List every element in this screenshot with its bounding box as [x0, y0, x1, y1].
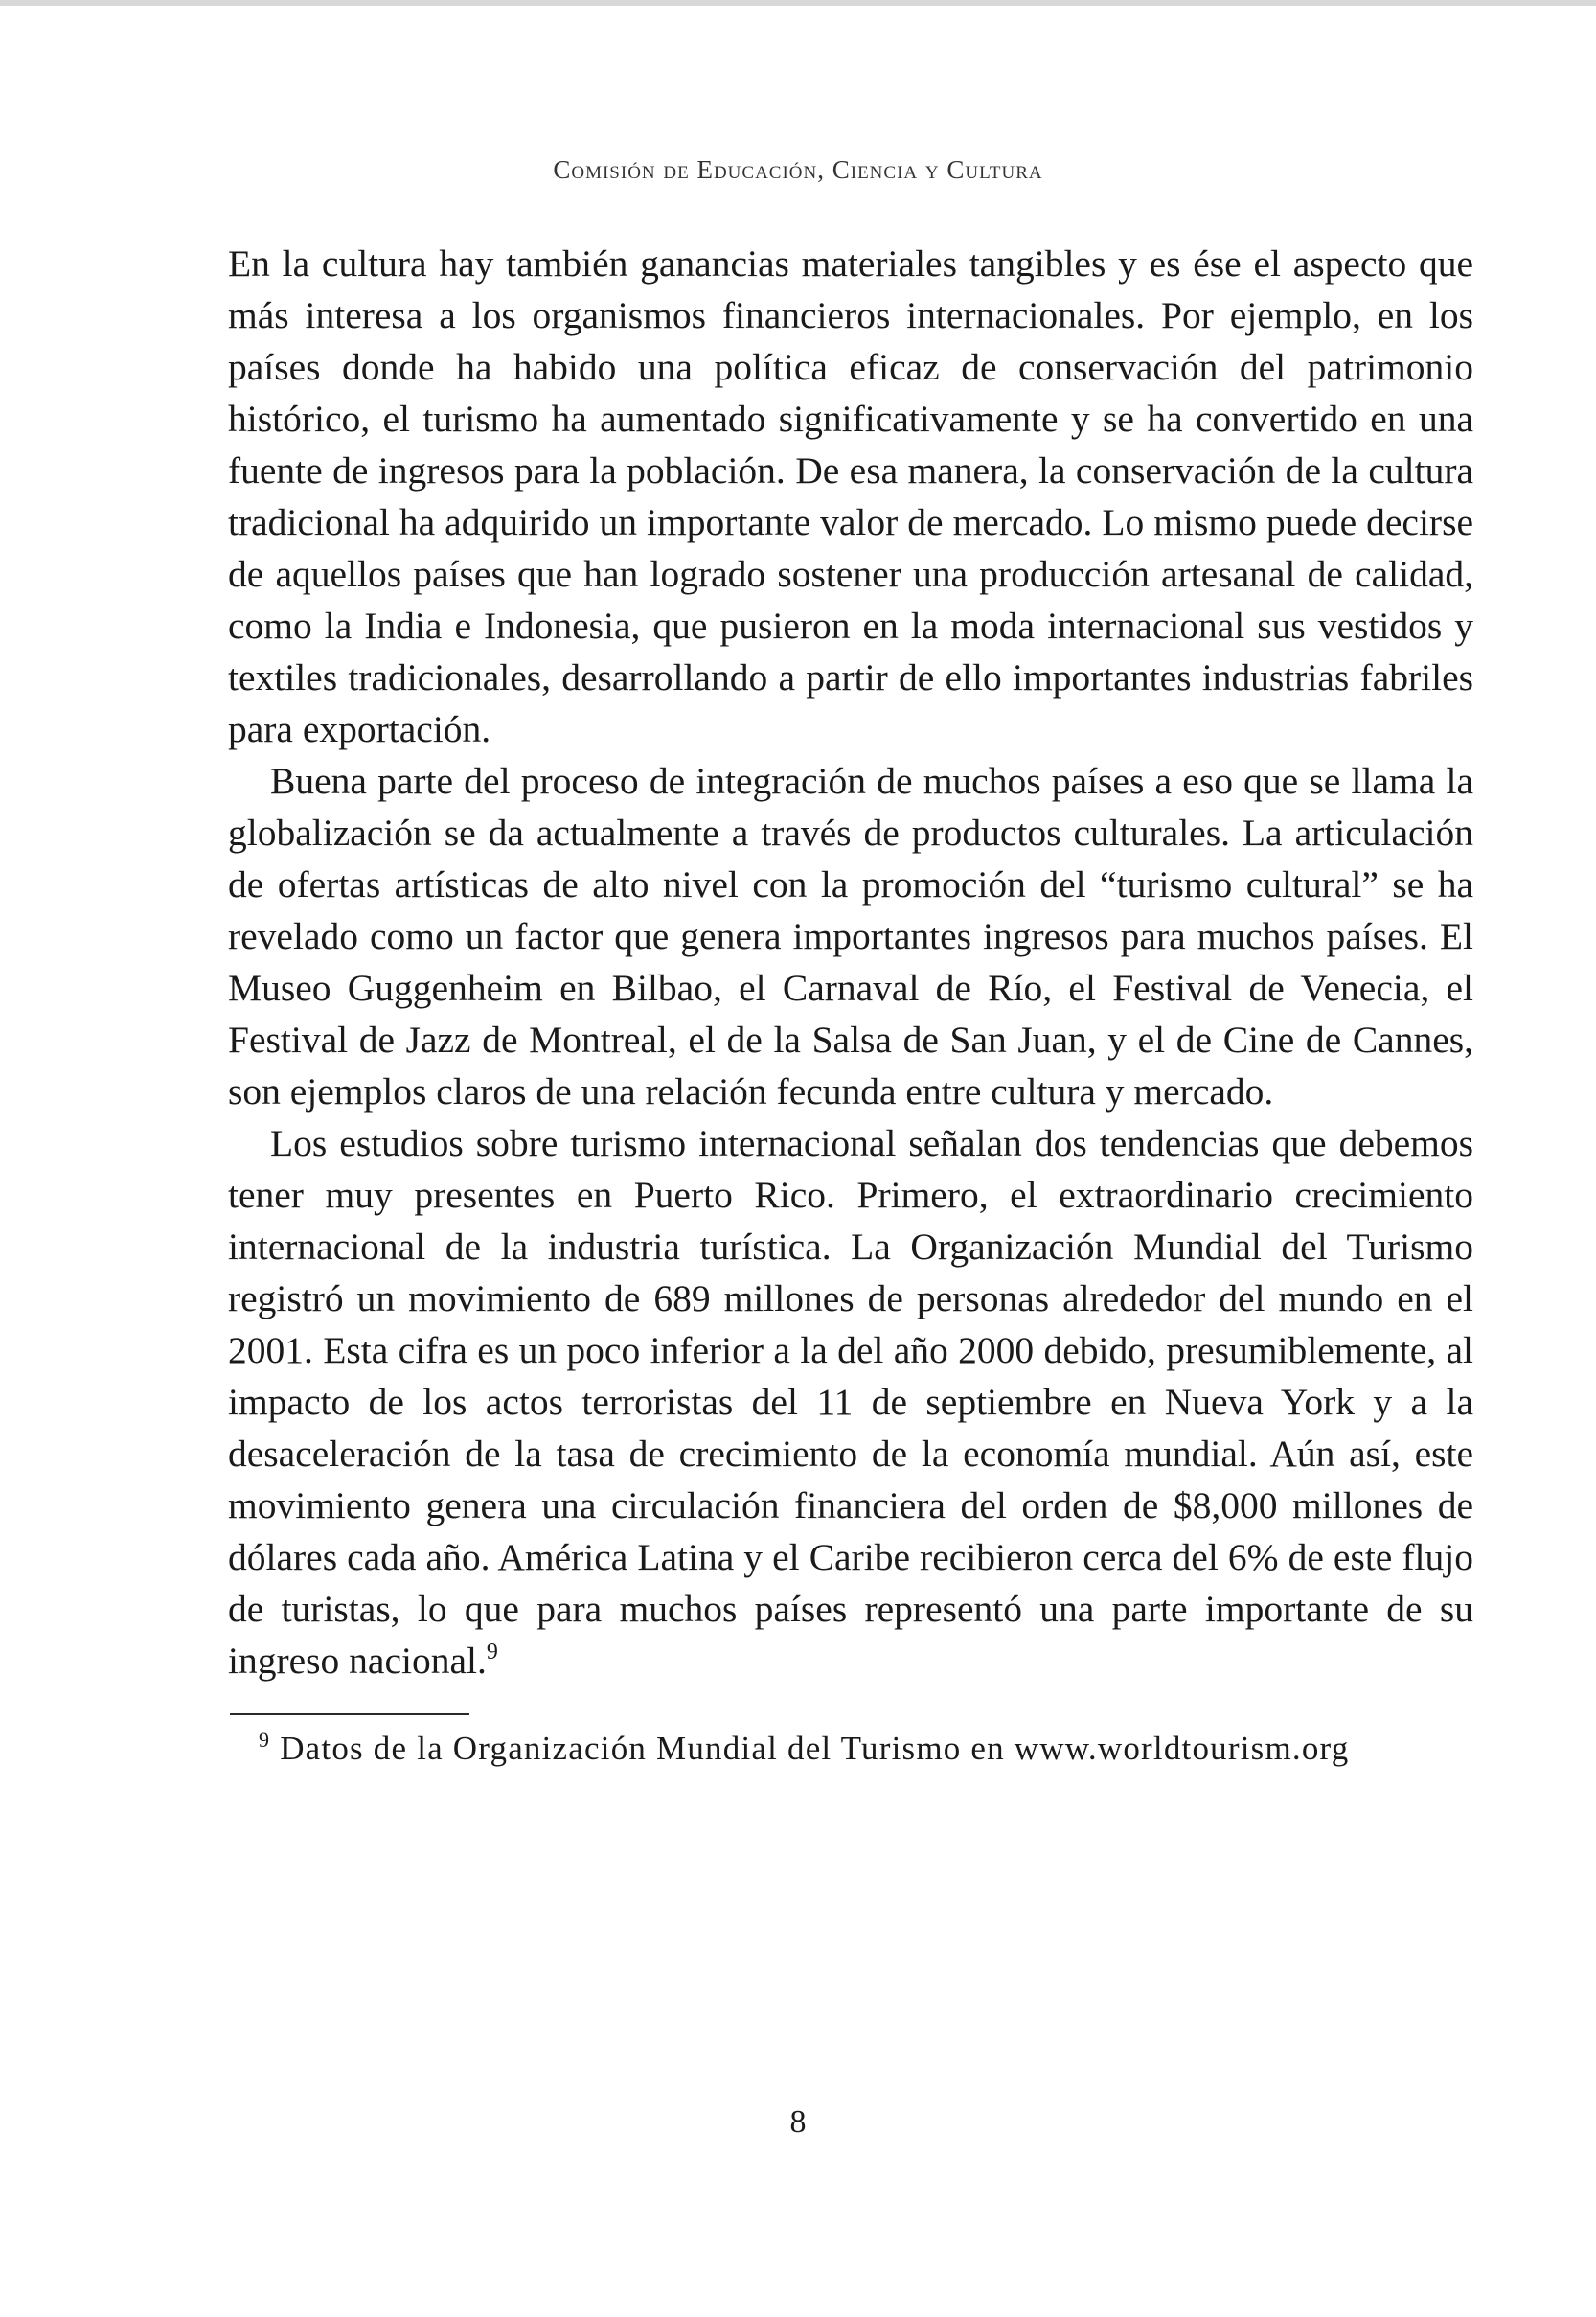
- page-top-edge: [0, 0, 1596, 6]
- footnote-number: 9: [259, 1728, 271, 1752]
- body-text: [228, 238, 1473, 1686]
- paragraph-2-text: Buena parte del proceso de integración de muchos países a eso que se llama la globalización se da actualmente a través de productos culturales. La articulación de ofertas artísticas de alto nivel con la promoción del “turismo cultural” se ha revelado como un factor que genera importantes ingresos para muchos países. El Museo Guggenheim en Bilbao, el Carnaval de Río, el Festival de Venecia, el Festival de Jazz de Montreal, el de la Salsa de San Juan, y el de Cine de Cannes, son ejemplos claros de una relación fecunda entre cultura y mercado.: [228, 760, 1473, 1113]
- page-number: 8: [789, 2104, 807, 2140]
- footnote: [230, 1725, 1475, 1773]
- paragraph-3-text: Los estudios sobre turismo internacional señalan dos tendencias que debemos tener muy presentes en Puerto Rico. Primero, el extraordinario crecimiento internacional de la industria turística. La Organización Mundial del Turismo registró un movimiento de 689 millones de personas alrededor del mundo en el 2001. Esta cifra es un poco inferior a la del año 2000 debido, presumiblemente, al impacto de los actos terroristas del 11 de septiembre en Nueva York y a la desaceleración de la tasa de crecimiento de la economía mundial. Aún así, este movimiento genera una circulación financiera del orden de $8,000 millones de dólares cada año. América Latina y el Caribe recibieron cerca del 6% de este flujo de turistas, lo que para muchos países representó una parte importante de su ingreso nacional.: [228, 1122, 1473, 1682]
- paragraph-1: [228, 238, 1473, 755]
- footnote-text: Datos de la Organización Mundial del Turismo en www.worldtourism.org: [280, 1730, 1350, 1767]
- paragraph-1-text: En la cultura hay también ganancias materiales tangibles y es ése el aspecto que más interesa a los organismos financieros internacionales. Por ejemplo, en los países donde ha habido una política eficaz de conservación del patrimonio histórico, el turismo ha aumentado significativamente y se ha convertido en una fuente de ingresos para la población. De esa manera, la conservación de la cultura tradicional ha adquirido un importante valor de mercado. Lo mismo puede decirse de aquellos países que han logrado sostener una producción artesanal de calidad, como la India e Indonesia, que pusieron en la moda internacional sus vestidos y textiles tradicionales, desarrollando a partir de ello importantes industrias fabriles para exportación.: [228, 242, 1473, 750]
- footnote-separator: [230, 1713, 469, 1715]
- paragraph-2: [228, 755, 1473, 1117]
- footnote-reference[interactable]: 9: [486, 1640, 498, 1664]
- running-head: Comisión de Educación, Ciencia y Cultura: [553, 155, 1043, 184]
- paragraph-3: [228, 1117, 1473, 1686]
